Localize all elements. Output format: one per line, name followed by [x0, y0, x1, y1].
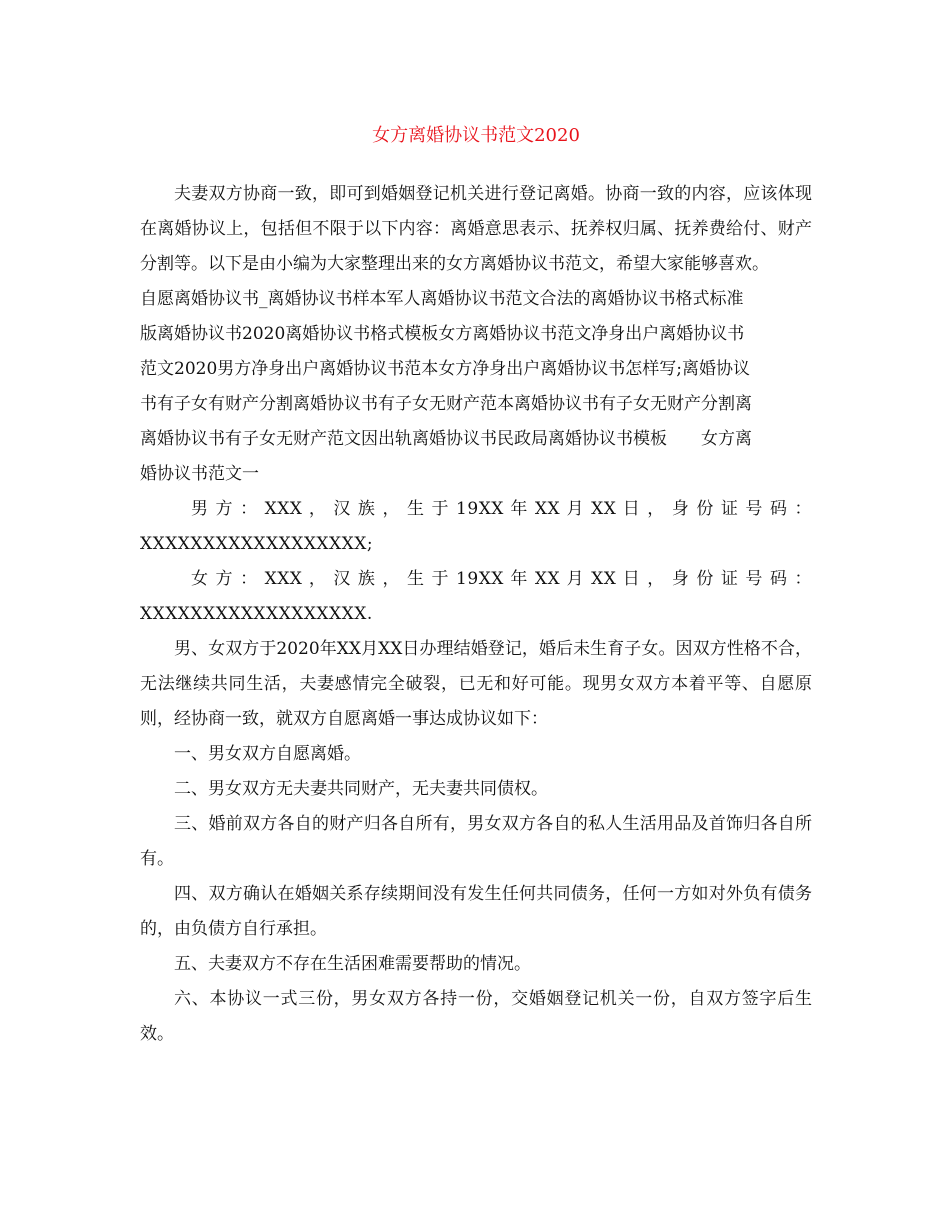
intro-paragraph: 夫妻双方协商一致，即可到婚姻登记机关进行登记离婚。协商一致的内容，应该体现在离婚协议上，包括但不限于以下内容：离婚意思表示、抚养权归属、抚养费给付、财产分割等。以下是由小编为大家整理出来的女方离婚协议书范文，希望大家能够喜欢。 — [140, 184, 812, 274]
woman-info-line: 女 方 ： XXX ， 汉 族 ， 生 于 19XX 年 XX 月 XX 日 ， 身 份 证 号 码 ： — [191, 569, 813, 589]
clause-item: 三、婚前双方各自的财产归各自所有，男女双方各自的私人生活用品及首饰归各自所有。 — [140, 814, 812, 869]
section-heading-end: 婚协议书范文一 — [140, 464, 259, 484]
document-body — [140, 177, 812, 1052]
man-info-line: 男 方 ： XXX ， 汉 族 ， 生 于 19XX 年 XX 月 XX 日 ， 身 份 证 号 码 ： — [191, 499, 813, 519]
section-heading-start: 女方离 — [701, 429, 752, 449]
related-links-text: 离婚协议书有子女无财产范文因出轨离婚协议书民政局离婚协议书模板 — [140, 429, 667, 449]
woman-id-number: XXXXXXXXXXXXXXXXXX. — [140, 604, 373, 624]
marriage-statement: 男、女双方于2020年XX月XX日办理结婚登记，婚后未生育子女。因双方性格不合，无法继续共同生活，夫妻感情完全破裂，已无和好可能。现男女双方本着平等、自愿原则，经协商一致，就双方自愿离婚一事达成协议如下： — [140, 639, 812, 729]
man-id-number: XXXXXXXXXXXXXXXXXX; — [140, 534, 374, 554]
clause-item: 二、男女双方无夫妻共同财产，无夫妻共同债权。 — [174, 779, 548, 799]
document-title: 女方离婚协议书范文2020 — [372, 125, 580, 146]
related-links-line-last — [140, 422, 812, 457]
clause-item: 五、夫妻双方不存在生活困难需要帮助的情况。 — [174, 954, 531, 974]
clause-item: 四、双方确认在婚姻关系存续期间没有发生任何共同债务，任何一方如对外负有债务的，由负债方自行承担。 — [140, 884, 812, 939]
related-links-line: 书有子女有财产分割离婚协议书有子女无财产范本离婚协议书有子女无财产分割离 — [140, 394, 752, 414]
related-links-block — [140, 282, 812, 492]
clause-item: 六、本协议一式三份，男女双方各持一份，交婚姻登记机关一份，自双方签字后生效。 — [140, 989, 812, 1044]
clause-item: 一、男女双方自愿离婚。 — [174, 744, 361, 764]
related-links-line: 自愿离婚协议书_离婚协议书样本军人离婚协议书范文合法的离婚协议书格式标准 — [140, 289, 744, 309]
related-links-line: 范文2020男方净身出户离婚协议书范本女方净身出户离婚协议书怎样写;离婚协议 — [140, 359, 750, 379]
related-links-line: 版离婚协议书2020离婚协议书格式模板女方离婚协议书范文净身出户离婚协议书 — [140, 324, 745, 344]
